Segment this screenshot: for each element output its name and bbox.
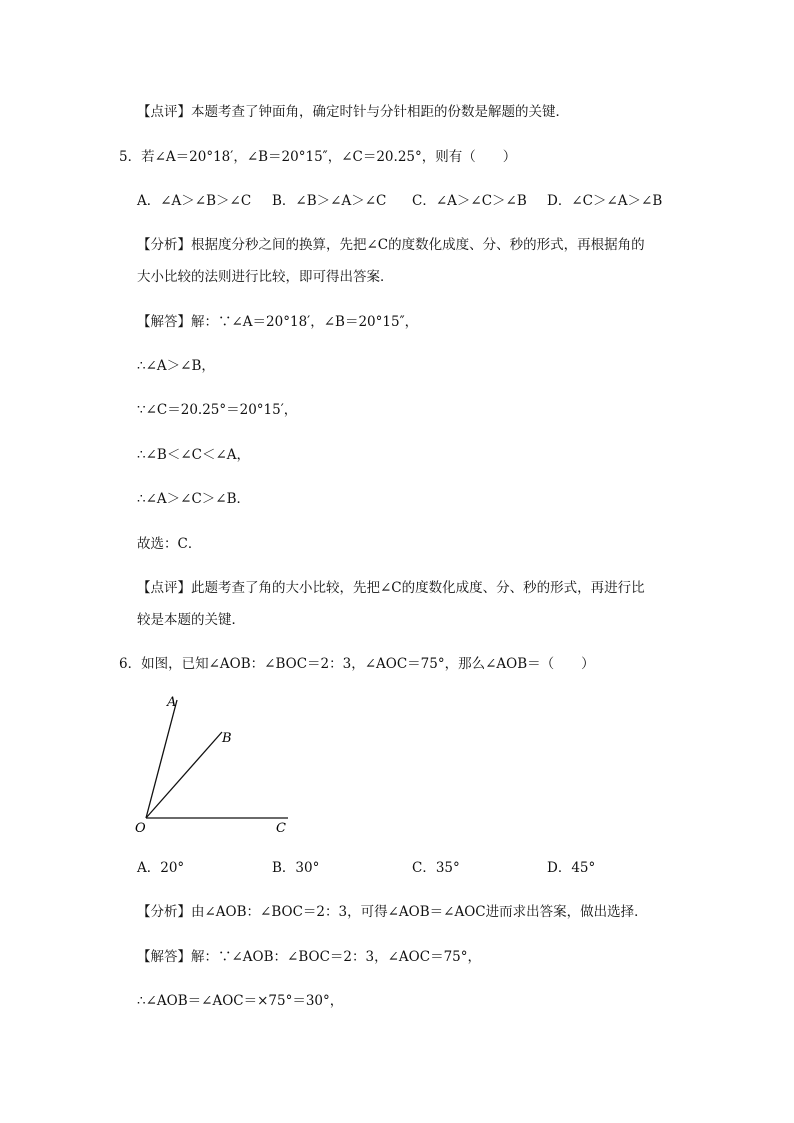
analysis-q5-line1: 【分析】根据度分秒之间的换算，先把∠C的度数化成度、分、秒的形式，再根据角的 bbox=[137, 237, 645, 253]
q5-option-b[interactable]: B．∠B＞∠A＞∠C bbox=[272, 193, 387, 209]
answer-q5: 故选：C． bbox=[137, 536, 202, 552]
q5-option-a[interactable]: A．∠A＞∠B＞∠C bbox=[137, 193, 252, 209]
solution-q5-line1: 【解答】解：∵∠A＝20°18′，∠B＝20°15″， bbox=[137, 314, 419, 330]
commentary-q4: 【点评】本题考查了钟面角，确定时针与分针相距的份数是解题的关键． bbox=[137, 104, 569, 120]
analysis-q6: 【分析】由∠AOB：∠BOC＝2：3，可得∠AOB＝∠AOC进而求出答案，做出选择． bbox=[137, 904, 648, 920]
angle-figure bbox=[130, 690, 310, 840]
solution-q5-line5: ∴∠A＞∠C＞∠B． bbox=[137, 491, 251, 507]
question-5-stem: 5．若∠A＝20°18′，∠B＝20°15″，∠C＝20.25°，则有（ ） bbox=[119, 149, 517, 165]
label-a: A bbox=[167, 695, 177, 710]
label-c: C bbox=[276, 821, 286, 836]
solution-q5-line2: ∴∠A＞∠B， bbox=[137, 358, 215, 374]
q6-option-c[interactable]: C．35° bbox=[412, 860, 460, 876]
label-o: O bbox=[135, 821, 146, 836]
question-6-stem: 6．如图，已知∠AOB：∠BOC＝2：3，∠AOC＝75°，那么∠AOB＝（ ） bbox=[119, 656, 595, 672]
analysis-q5-line2: 大小比较的法则进行比较，即可得出答案． bbox=[137, 269, 394, 285]
q5-option-d[interactable]: D．∠C＞∠A＞∠B bbox=[547, 193, 663, 209]
q6-option-a[interactable]: A．20° bbox=[137, 860, 185, 876]
solution-q5-line3: ∵∠C＝20.25°＝20°15′， bbox=[137, 402, 298, 418]
q5-option-c[interactable]: C．∠A＞∠C＞∠B bbox=[412, 193, 527, 209]
solution-q6-line2: ∴∠AOB＝∠AOC＝×75°＝30°， bbox=[137, 993, 344, 1009]
commentary-q5-line2: 较是本题的关键． bbox=[137, 612, 245, 628]
commentary-q5-line1: 【点评】此题考查了角的大小比较，先把∠C的度数化成度、分、秒的形式，再进行比 bbox=[137, 580, 645, 596]
label-b: B bbox=[222, 731, 232, 746]
solution-q6-line1: 【解答】解：∵∠AOB：∠BOC＝2：3，∠AOC＝75°， bbox=[137, 949, 481, 965]
q6-option-b[interactable]: B．30° bbox=[272, 860, 320, 876]
q6-option-d[interactable]: D．45° bbox=[547, 860, 596, 876]
solution-q5-line4: ∴∠B＜∠C＜∠A， bbox=[137, 447, 251, 463]
